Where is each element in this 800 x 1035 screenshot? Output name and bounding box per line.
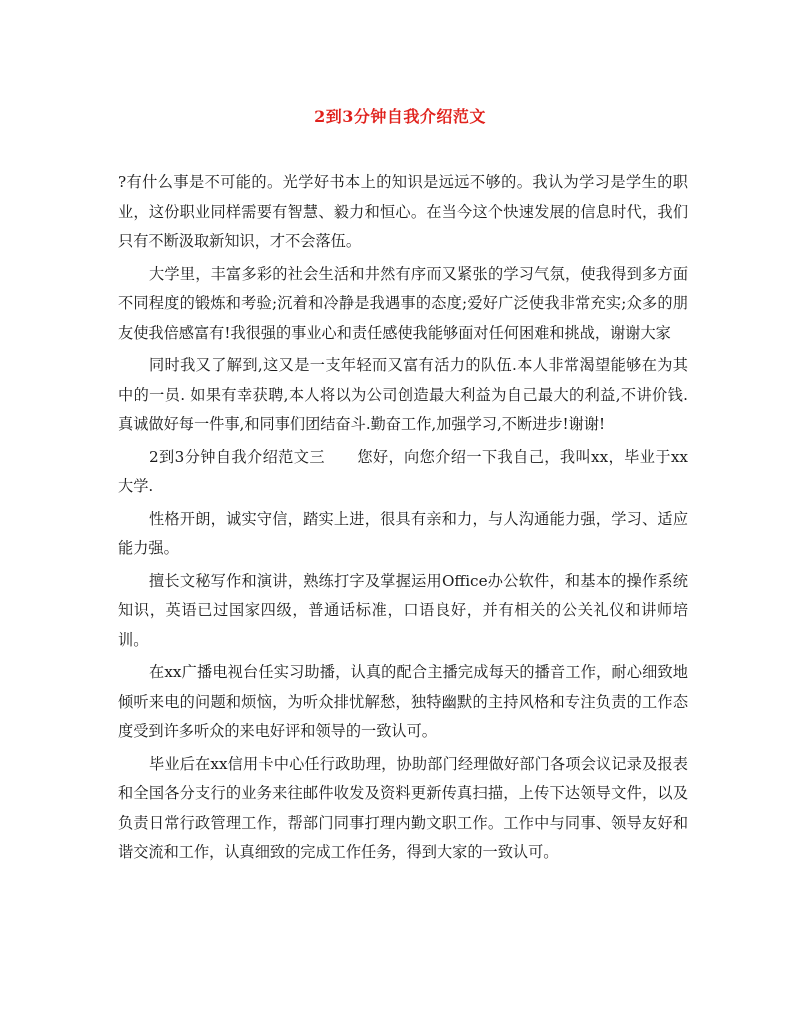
section-intro: 您好，向您介绍一下我自己，我叫xx，毕业于xx大学. <box>118 447 688 495</box>
paragraph-7: 毕业后在xx信用卡中心任行政助理，协助部门经理做好部门各项会议记录及报表和全国各分支行的业务来往邮件收发及资料更新传真扫描，上传下达领导文件，以及负责日常行政管理工作，帮部门同事打理内勤文职工作。工作中与同事、领导友好和谐交流和工作，认真细致的完成工作任务，得到大家的一致认可。 <box>118 754 688 861</box>
section-heading: 2到3分钟自我介绍范文三 <box>149 447 325 466</box>
section-heading-paragraph <box>118 443 688 502</box>
document-body <box>118 168 688 871</box>
paragraph-4: 性格开朗，诚实守信，踏实上进，很具有亲和力，与人沟通能力强，学习、适应能力强。 <box>118 509 688 557</box>
paragraph-3: 同时我又了解到,这又是一支年轻而又富有活力的队伍.本人非常渴望能够在为其中的一员. 如果有幸获聘,本人将以为公司创造最大利益为自己最大的利益,不讲价钱.真诚做好每一件事,和同事们团结奋斗.勤奋工作,加强学习,不断进步!谢谢! <box>118 356 688 433</box>
paragraph-2: 大学里，丰富多彩的社会生活和井然有序而又紧张的学习气氛，使我得到多方面不同程度的锻炼和考验;沉着和冷静是我遇事的态度;爱好广泛使我非常充实;众多的朋友使我倍感富有!我很强的事业心和责任感使我能够面对任何困难和挑战，谢谢大家 <box>118 264 688 342</box>
paragraph-6: 在xx广播电视台任实习助播，认真的配合主播完成每天的播音工作，耐心细致地倾听来电的问题和烦恼，为听众排忧解愁，独特幽默的主持风格和专注负责的工作态度受到许多听众的来电好评和领导的一致认可。 <box>118 663 688 740</box>
paragraph-1: ?有什么事是不可能的。光学好书本上的知识是远远不够的。我认为学习是学生的职业，这份职业同样需要有智慧、毅力和恒心。在当今这个快速发展的信息时代，我们只有不断汲取新知识，才不会落伍。 <box>118 173 688 250</box>
document-title: 2到3分钟自我介绍范文 <box>314 107 486 126</box>
paragraph-5: 擅长文秘写作和演讲，熟练打字及掌握运用Office办公软件，和基本的操作系统知识，英语已过国家四级，普通话标准，口语良好，并有相关的公关礼仪和讲师培训。 <box>118 571 688 649</box>
